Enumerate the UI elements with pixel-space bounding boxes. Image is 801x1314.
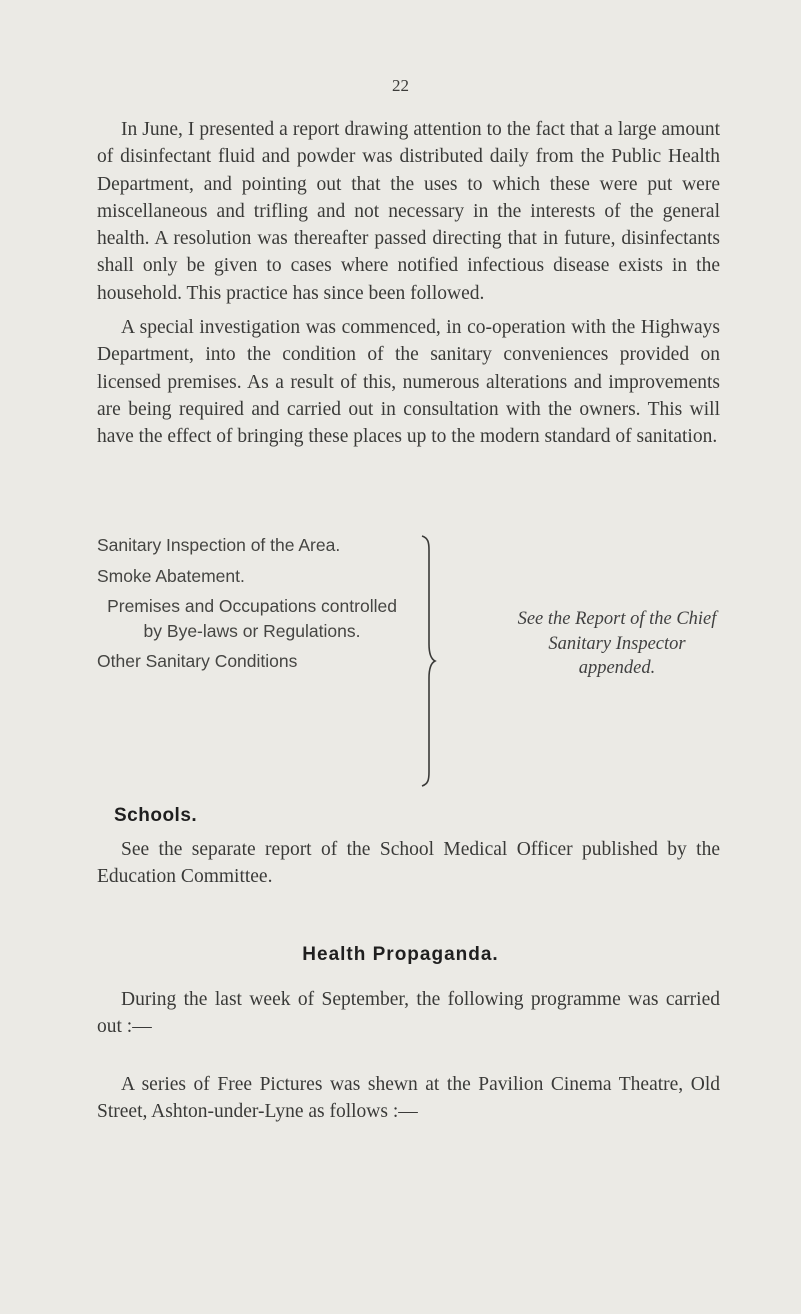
paragraph-free-pictures: A series of Free Pictures was shewn at the Pavilion Cinema Theatre, Old Street, Ashton-under-Lyne as follows :— bbox=[97, 1074, 720, 1123]
paragraph-june-report: In June, I presented a report drawing attention to the fact that a large amount of disinfectant fluid and powder was distributed daily from the Public Health Department, and pointing out that the uses to which these were put were miscellaneous and trifling and not necessary in the interests of the general health. A resolution was thereafter passed directing that in future, disinfectants shall only be given to cases where notified infectious disease exists in the household. This practice has since been followed. bbox=[97, 119, 720, 304]
heading-health-propaganda: Health Propaganda. bbox=[302, 944, 499, 965]
list-item-premises-occupations: Premises and Occupations controlled by Bye-laws or Regulations. bbox=[107, 596, 397, 641]
list-item-other-sanitary: Other Sanitary Conditions bbox=[97, 651, 298, 671]
inspector-note: See the Report of the Chief Sanitary Inspector appended. bbox=[517, 609, 717, 678]
right-brace-icon bbox=[420, 534, 438, 788]
heading-schools: Schools. bbox=[114, 805, 198, 826]
list-item-sanitary-inspection: Sanitary Inspection of the Area. bbox=[97, 535, 341, 555]
paragraph-propaganda-programme: During the last week of September, the following programme was carried out :— bbox=[97, 989, 720, 1038]
list-item-smoke-abatement: Smoke Abatement. bbox=[97, 565, 245, 586]
paragraph-special-investigation: A special investigation was commenced, in co-operation with the Highways Department, into the condition of the sanitary conveniences provided on licensed premises. As a result of this, numerous alterations and improvements are being required and carried out in consultation with the owners. This will have the effect of bringing these places up to the modern standard of sanitation. bbox=[97, 317, 720, 448]
paragraph-schools: See the separate report of the School Medical Officer published by the Education Committee. bbox=[97, 839, 720, 888]
inspection-list bbox=[97, 533, 407, 680]
page-number: 22 bbox=[392, 76, 409, 95]
